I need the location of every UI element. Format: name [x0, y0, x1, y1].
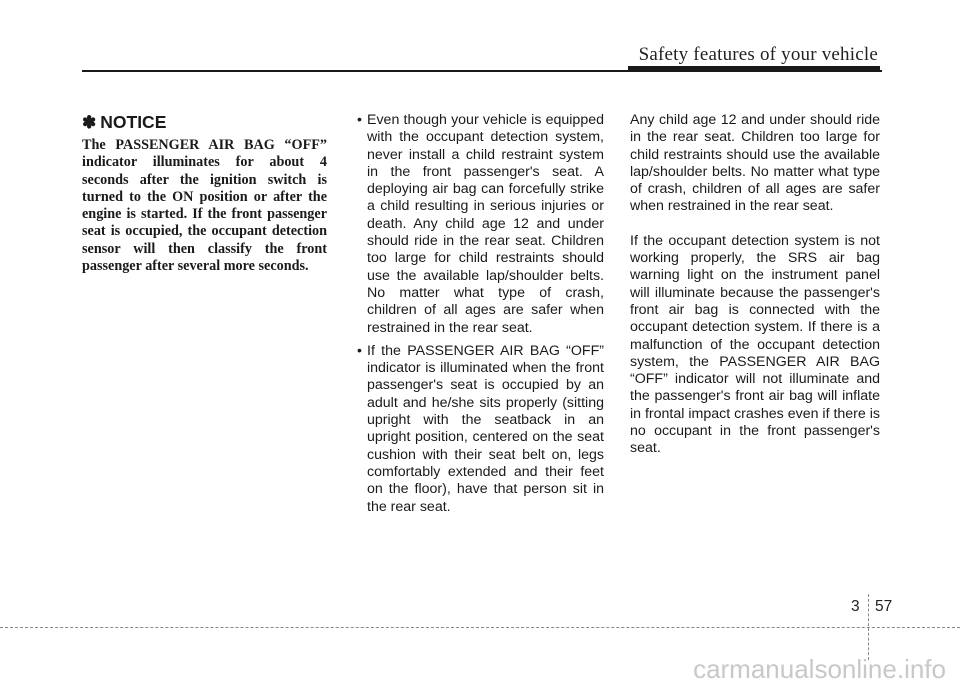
bullet-list [357, 112, 604, 516]
bullet-item [357, 112, 604, 337]
footer-divider [0, 627, 960, 628]
bullet-item [357, 343, 604, 516]
page-number: 57 [875, 598, 893, 615]
page-number-divider [868, 594, 869, 660]
paragraph: Any child age 12 and under should ride in the rear seat. Children too large for child restraints should use the available lap/shoulder belts. No matter what type of crash, children of all ages are safer when restrained in the rear seat. [630, 112, 880, 215]
notice-body: The PASSENGER AIR BAG “OFF” indicator illuminates for about 4 seconds after the ignition switch is turned to the ON position or after the engine is started. If the front passenger seat is occupied, the occupant detection sensor will then classify the front passenger after several more seconds. [82, 137, 327, 275]
bullet-column [357, 112, 604, 522]
paragraph: If the occupant detection system is not working properly, the SRS air bag warning light on the instrument panel will illuminate because the passenger's front air bag is connected with the occupant detection system. If there is a malfunction of the occupant detection system, the PASSENGER AIR BAG “OFF” indicator will not illuminate and the passenger's front air bag will inflate in frontal impact crashes even if there is no occupant in the front passenger's seat. [630, 232, 880, 457]
bullet-text: Even though your vehicle is equipped with the occupant detection system, never install a child restraint system in the front passenger's seat. A deploying air bag can forcefully strike a child resulting in serious injuries or death. Any child age 12 and under should ride in the rear seat. Children too large for child restraints should use the available lap/shoulder belts. No matter what type of crash, children of all ages are safer when restrained in the rear seat. [367, 112, 604, 336]
bullet-dot-icon: • [357, 112, 362, 128]
notice-column [82, 112, 327, 275]
notice-title: NOTICE [100, 112, 167, 132]
bullet-text: If the PASSENGER AIR BAG “OFF” indicator is illuminated when the front passenger's seat is occupied by an adult and he/she sits properly (sitting upright with the seatback in an upright position, centered on the seat cushion with their seat belt on, legs comfortably extended and their feet on the floor), have that person sit in the rear seat. [367, 342, 604, 515]
notice-icon: ✽ [82, 112, 97, 132]
bullet-dot-icon: • [357, 342, 362, 359]
section-title: Safety features of your vehicle [638, 44, 878, 65]
text-column [630, 112, 880, 475]
chapter-number: 3 [851, 598, 860, 615]
notice-heading [82, 112, 327, 133]
header-accent-bar [628, 66, 880, 72]
watermark: carmanualsonline.info [693, 654, 946, 684]
